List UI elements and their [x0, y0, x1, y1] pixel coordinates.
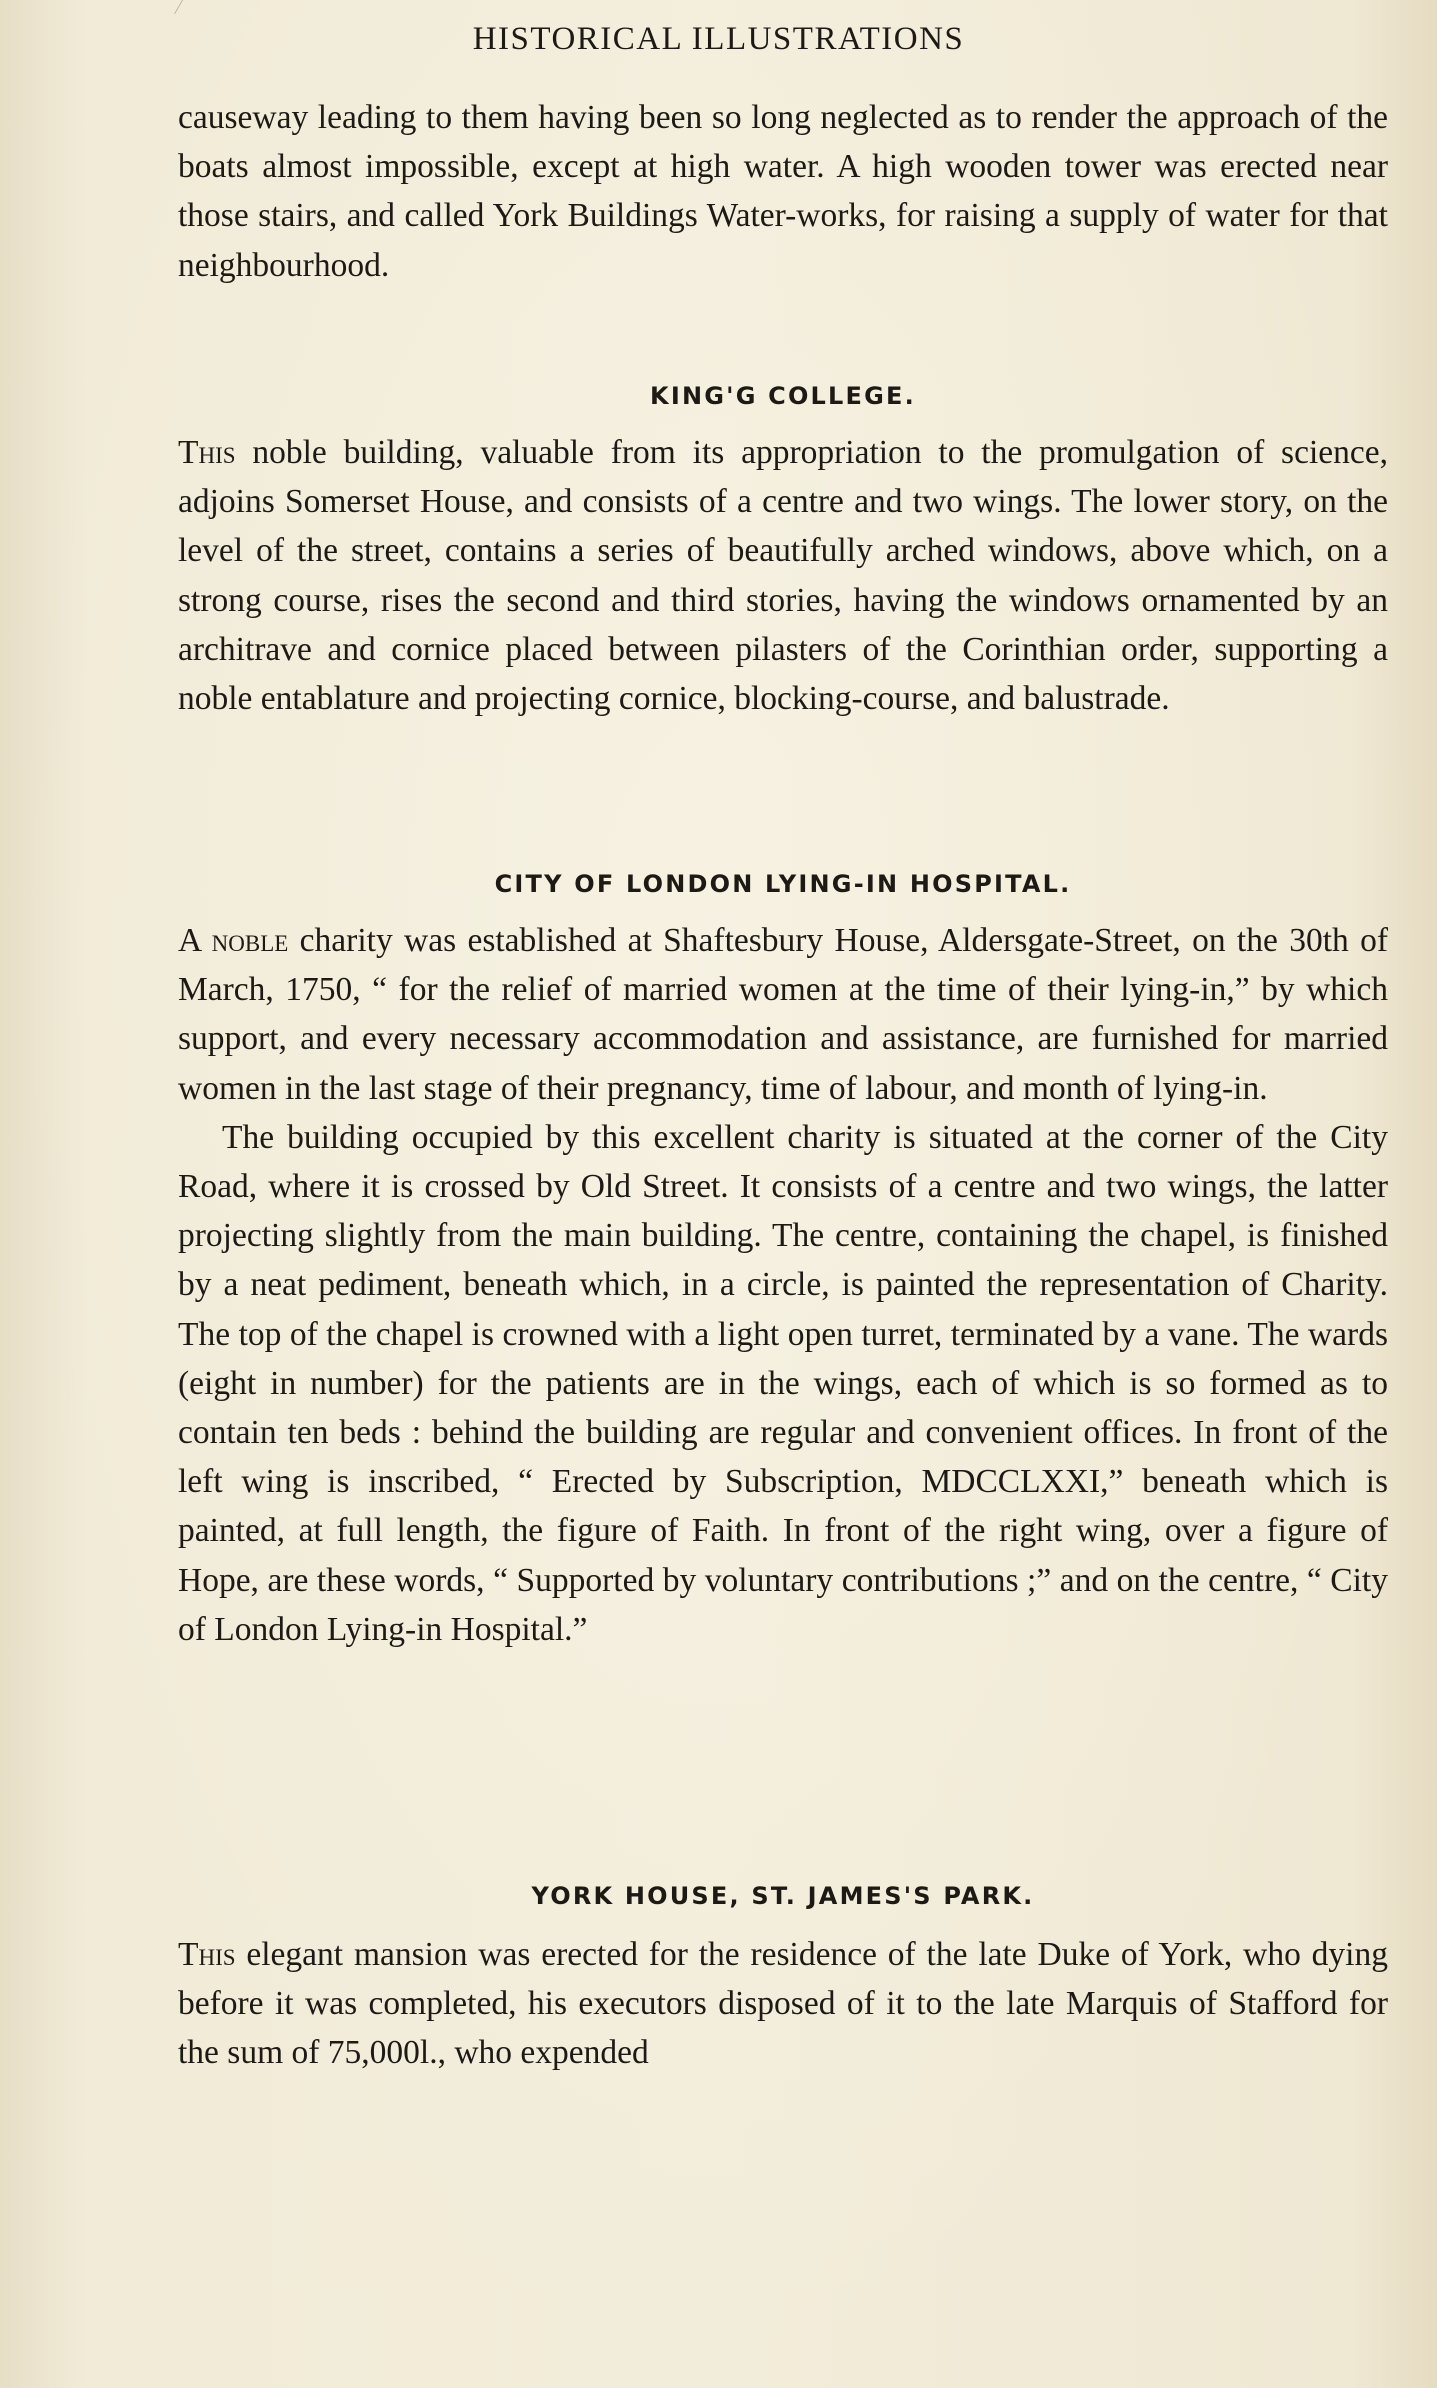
section-heading: KING'G COLLEGE. — [650, 382, 916, 410]
page-corner-mark — [174, 0, 193, 14]
paragraph: The building occupied by this excellent charity is situated at the corner of the City Road, where it is crossed by Old Street. It consists of a centre and two wings, the latter projecting slightly from the main building. The centre, containing the chapel, is finished by a neat pediment, beneath which, in a circle, is painted the representation of Charity. The top of the chapel is crowned with a light open turret, terminated by a vane. The wards (eight in number) for the patients are in the wings, each of which is so formed as to contain ten beds : behind the building are regular and convenient offices. In front of the left wing is inscribed, “ Erected by Subscription, MDCCLXXI,” beneath which is painted, at full length, the figure of Faith. In front of the right wing, over a figure of Hope, are these words, “ Supported by voluntary contributions ;” and on the centre, “ City of London Lying-in Hospital.” — [178, 1118, 1388, 1648]
paragraph-text: noble building, valuable from its appropriation to the promulgation of science, adjoins Somerset House, and consists of a centre and two wings. The lower story, on the level of the street, contains a series of beautifully arched windows, above which, on a strong course, rises the second and third stories, having the windows ornamented by an architrave and cornice placed between pilasters of the Corinthian order, supporting a noble entablature and projecting cornice, blocking-course, and balustrade. — [178, 434, 1388, 718]
section-kings-college — [178, 376, 1388, 723]
section-heading: YORK HOUSE, ST. JAMES'S PARK. — [531, 1882, 1035, 1910]
paragraph — [178, 428, 1388, 723]
running-head: HISTORICAL ILLUSTRATIONS — [472, 21, 965, 57]
opening-continuation — [178, 93, 1388, 290]
paragraph — [178, 1930, 1388, 2078]
lead-word: This — [178, 434, 236, 471]
paragraph: causeway leading to them having been so long neglected as to render the approach of the boats almost impossible, except at high water. A high wooden tower was erected near those stairs, and called York Buildings Water-works, for raising a supply of water for that neighbourhood. — [178, 99, 1388, 284]
lead-word: A noble — [178, 922, 289, 959]
section-york-house — [178, 1876, 1388, 2078]
paragraph — [178, 916, 1388, 1113]
section-lying-in-hospital — [178, 864, 1388, 1654]
section-heading: CITY OF LONDON LYING-IN HOSPITAL. — [494, 870, 1072, 898]
lead-word: This — [178, 1936, 236, 1973]
paragraph-text: charity was established at Shaftesbury House, Aldersgate-Street, on the 30th of March, 1750, “ for the relief of married women at the time of their lying-in,” by which support, and every necessary accommodation and assistance, are furnished for married women in the last stage of their pregnancy, time of labour, and month of lying-in. — [178, 922, 1388, 1107]
paragraph-text: elegant mansion was erected for the residence of the late Duke of York, who dying before it was completed, his executors disposed of it to the late Marquis of Stafford for the sum of 75,000l., who expended — [178, 1936, 1388, 2072]
